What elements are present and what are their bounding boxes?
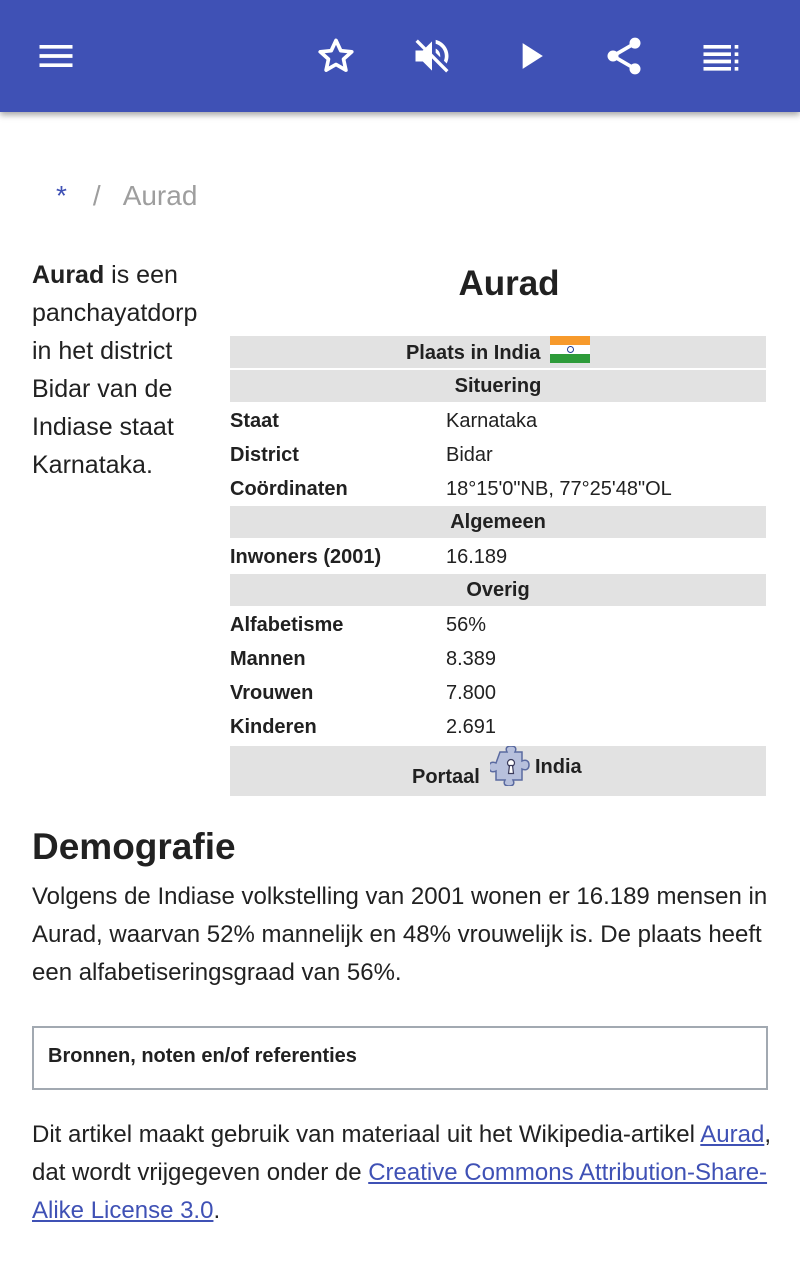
- footer-text-3: .: [213, 1197, 221, 1224]
- wikipedia-article-link[interactable]: Aurad: [700, 1121, 765, 1148]
- references-label: Bronnen, noten en/of referenties: [48, 1045, 357, 1067]
- demografie-paragraph: Volgens de Indiase volkstelling van 2001 wonen er 16.189 mensen in Aurad, waarvan 52% mannelijk en 48% vrouwelijk is. De plaats heeft een alfabetiseringsgraad van 56%.: [32, 883, 768, 986]
- section-header-algemeen: Algemeen: [230, 506, 766, 538]
- infobox-type-header: [230, 336, 766, 368]
- menu-icon[interactable]: [28, 28, 84, 84]
- intro-bold-title: Aurad: [32, 261, 105, 289]
- section-header-situering: Situering: [230, 370, 766, 402]
- star-outline-icon[interactable]: [308, 28, 364, 84]
- breadcrumb: [56, 180, 197, 212]
- breadcrumb-current: Aurad: [122, 180, 198, 211]
- references-box[interactable]: [32, 1026, 768, 1090]
- portal-label: Portaal: [412, 766, 480, 788]
- footer-text-1: Dit artikel maakt gebruik van materiaal uit het Wikipedia-artikel: [32, 1121, 701, 1148]
- footer-text-2: , dat wordt vrijgegeven onder de: [32, 1121, 771, 1186]
- infobox-row: [230, 710, 766, 744]
- row-label: Kinderen: [230, 716, 317, 738]
- infobox-type-label: Plaats in India: [405, 342, 541, 364]
- row-value: 2.691: [446, 716, 497, 738]
- row-label: District: [230, 444, 299, 466]
- share-icon[interactable]: [596, 28, 652, 84]
- row-value: 18°15'0"NB, 77°25'48"OL: [446, 478, 672, 500]
- india-flag-icon: [550, 336, 590, 363]
- breadcrumb-separator: /: [92, 180, 101, 211]
- infobox-row: [230, 472, 766, 506]
- infobox-row: [230, 676, 766, 710]
- puzzle-icon: [490, 746, 532, 786]
- row-value: Karnataka: [446, 410, 538, 432]
- playlist-icon[interactable]: [692, 28, 748, 84]
- portal-row[interactable]: [230, 746, 766, 796]
- volume-off-icon[interactable]: [404, 28, 460, 84]
- infobox-title: Aurad: [458, 264, 560, 303]
- row-value: 8.389: [446, 648, 497, 670]
- license-footer: [32, 1116, 772, 1230]
- row-label: Mannen: [230, 648, 306, 670]
- app-bar: [0, 0, 800, 112]
- row-label: Vrouwen: [230, 682, 314, 704]
- portal-link-india[interactable]: India: [535, 756, 582, 778]
- infobox-row: [230, 642, 766, 676]
- infobox-row: [230, 438, 766, 472]
- section-heading-demografie: Demografie: [32, 826, 236, 867]
- section-header-overig: Overig: [230, 574, 766, 606]
- row-label: Staat: [230, 410, 279, 432]
- row-label: Coördinaten: [230, 478, 348, 500]
- cc-license-link[interactable]: Creative Commons Attribution-Share-Alike License 3.0: [32, 1159, 768, 1224]
- infobox-row: [230, 404, 766, 438]
- row-label: Inwoners (2001): [230, 546, 382, 568]
- infobox: [230, 258, 766, 796]
- intro-text: is een panchayatdorp in het district Bidar van de Indiase staat Karnataka.: [32, 261, 198, 479]
- play-icon[interactable]: [502, 28, 558, 84]
- breadcrumb-root-link[interactable]: *: [56, 180, 67, 211]
- row-value: 16.189: [446, 546, 508, 568]
- row-value: Bidar: [446, 444, 493, 466]
- intro-paragraph: [32, 256, 222, 484]
- infobox-row: [230, 540, 766, 574]
- infobox-row: [230, 608, 766, 642]
- row-label: Alfabetisme: [230, 614, 344, 636]
- row-value: 7.800: [446, 682, 497, 704]
- row-value: 56%: [446, 614, 487, 636]
